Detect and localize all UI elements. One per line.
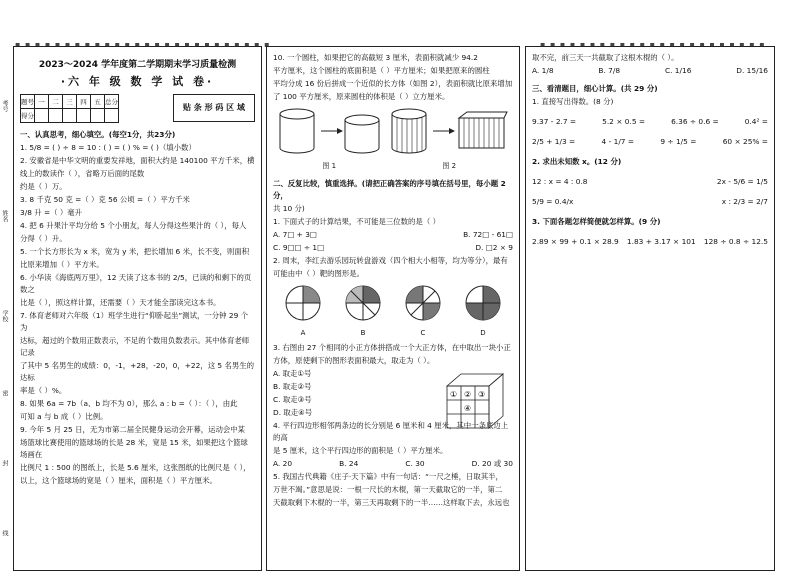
cube-figure [445,372,505,430]
question-line: 3/8 升 =（ ）毫升 [20,208,83,217]
exam-subtitle: ·六 年 级 数 学 试 卷· [60,75,215,88]
score-header-cell: 总分 [105,95,119,109]
question-line: 比例尺 1 : 500 的图纸上，长是 5.6 厘米，这张图纸的比例尺是（ ）， [20,463,251,472]
question-line: 比是（ ），照这样计算，还需要（ ）天才能全部读完这本书。 [20,298,221,307]
question-line: C. 取走③号 [273,395,312,404]
spinner-c [403,283,443,339]
score-header-cell: 三 [63,95,77,109]
score-cell [77,109,91,123]
question-line: 10. 一个圆柱，如果把它的高截短 3 厘米，表面积就减少 94.2 [273,53,478,62]
option: A. 1/8 [532,66,554,75]
question-line: 了 100 平方厘米，原来圆柱的体积是（ ）立方厘米。 [273,92,450,101]
calc-item: 2/5 + 1/3 = [532,137,576,146]
spinner-label: C [420,329,426,337]
answer-options [273,458,513,470]
answer-options [273,242,513,254]
question-line: 2. 安徽省是中华文明的重要发祥地，面积大约是 140100 平方千米，横 [20,156,255,165]
section-heading: 2. 求出未知数 x。(12 分) [532,157,622,166]
col3-questions [532,52,768,248]
question-line: 5. 一个长方形长为 x 米，宽为 y 米，把长增加 6 米，长不变，则面积 [20,247,250,256]
sidebar-label: 线 [1,530,8,536]
question-line: 8. 如果 6a = 7b（a、b 均不为 0），那么 a : b =（ ）：（ ），由此 [20,399,238,408]
cylinder-figures [273,106,513,172]
option: D. 20 或 30 [471,459,513,468]
calc-item: x : 2/3 = 2/7 [721,197,768,206]
question-line: 分得（ ）升。 [20,234,67,243]
calc-row [532,176,768,188]
option: D. 15/16 [736,66,768,75]
column-1 [13,46,262,571]
spinner-label: A [300,329,306,337]
calc-item: 128 ÷ 0.8 ÷ 12.5 [703,237,768,246]
section-heading: 3. 下面各题怎样简便就怎样算。(9 分) [532,217,661,226]
question-line: 3. 8 千克 50 克 =（ ）克 56 公顷 =（ ）平方千米 [20,195,190,204]
question-line: 可能由中（ ）靶的图形是。 [273,269,365,278]
calc-row [532,196,768,208]
sidebar-label: 学校 [1,310,8,322]
spinner-label: D [480,329,486,337]
score-table [20,94,119,123]
calc-item: 60 × 25% = [722,137,768,146]
calc-item: 5/9 = 0.4/x [532,197,574,206]
column-3 [525,46,775,571]
option: B. 24 [339,459,359,468]
score-header-cell: 五 [91,95,105,109]
barcode-area: 贴 条 形 码 区 域 [173,94,255,122]
question-line: 1. 5/8 = ( ) ÷ 8 = 10 : ( ) = ( ) % = ( )（填小数） [20,143,196,152]
calc-item: 2.89 × 99 + 0.1 × 28.9 [532,237,619,246]
question-line: D. 取走④号 [273,408,313,417]
calc-item: 2x - 5/6 = 1/5 [716,177,768,186]
spinner-figures [273,283,513,339]
question-line: 方体，原使剩下的图形表面积最大，取走为（ ）。 [273,356,435,365]
svg-text:④: ④ [464,404,472,413]
question-line: 约是（ ）万。 [20,182,67,191]
question-line: 2. 周末，李红去游乐园玩转盘游戏（四个相大小相等，均为等分），最有 [273,256,508,265]
question-line: 比原来增加（ ）平方米。 [20,260,104,269]
score-header-cell: 题号 [21,95,35,109]
col2-section2 [273,178,513,280]
question-line: 万世不竭。”意思是说：一根一尺长的木棍，第一天截取它的一半，第二 [273,485,503,494]
col1-questions [20,129,255,487]
calc-item: 4 - 1/7 = [601,137,635,146]
column-2 [266,46,520,571]
question-line: 3. 右图由 27 个相同的小正方体拼搭成一个大正方体，在中取出一块小正 [273,343,511,352]
option: C. 30 [405,459,425,468]
seal-dots: ▪ ▪ ▪ ▪ ▪ ▪ ▪ ▪ ▪ ▪ ▪ ▪ ▪ ▪ ▪ ▪ ▪ ▪ ▪ ▪ ▪ ▪ ▪ ▪ ▪ ▪ [15,40,271,49]
spinner-a [283,283,323,339]
question-line: 可知 a 与 b 成（ ）比例。 [20,412,108,421]
calc-item: 5.2 × 0.5 = [602,117,646,126]
sidebar-label: 封 [1,460,8,466]
sidebar-label: 密 [1,390,8,396]
option: C. 9□□ ÷ 1□ [273,243,325,252]
score-header-cell: 四 [77,95,91,109]
question-line: 5. 我国古代典籍《庄子·天下篇》中有一句话：“一尺之棰，日取其半， [273,472,503,481]
sidebar-label: 考号 [1,100,8,112]
question-line: 以上，这个篮球场的宽是（ ）厘米，面积是（ ）平方厘米。 [20,476,217,485]
figure-1-caption: 图 1 [322,162,337,170]
sidebar-label: 姓名 [1,210,8,222]
spinner-d [463,283,503,339]
calc-item: 9.37 - 2.7 = [532,117,577,126]
spinner-label: B [360,329,366,337]
score-cell [63,109,77,123]
score-cell [49,109,63,123]
option: B. 7/8 [598,66,621,75]
option: B. 72□ - 61□ [463,230,513,239]
question-line: 平均分成 16 份后拼成一个近似的长方体（如图 2），表面积就比原来增加 [273,79,513,88]
question-line: 天截取剩下木棍的一半，第三天再取剩下的一半……这样取下去，永远也 [273,498,510,507]
section-heading: 一、认真思考，细心填空。(每空1分，共23分) [20,130,176,139]
svg-text:①: ① [450,390,458,399]
question-line: 1. 下面式子的计算结果，不可能是三位数的是（ ） [273,217,440,226]
section-heading: 二、反复比较，慎重选择。(请把正确答案的序号填在括号里，每小题 2 分， [273,179,506,200]
calc-item: 9 ÷ 1/5 = [660,137,697,146]
option: A. 20 [273,459,293,468]
option: A. 7□ + 3□ [273,230,317,239]
question-line: A. 取走①号 [273,369,312,378]
calc-item: 6.36 ÷ 0.6 = [671,117,719,126]
score-cell [91,109,105,123]
question-line: 共 10 分) [273,204,305,213]
svg-text:②: ② [464,390,472,399]
question-line: 了其中 5 名男生的成绩：0，-1，+28，-20，0，+22，这 5 名男生的达标 [20,361,255,382]
question-line: 4. 平行四边形相邻两条边的长分别是 6 厘米和 4 厘米，其中一条底边上的高 [273,421,509,442]
seal-dots: ▪ ▪ ▪ ▪ ▪ ▪ ▪ ▪ ▪ ▪ ▪ ▪ ▪ ▪ ▪ ▪ ▪ ▪ ▪ ▪ ▪ ▪ ▪ [540,40,766,49]
calc-item: 12 : x = 4 : 0.8 [532,177,588,186]
calc-item: 1.83 + 3.17 × 101 [626,237,696,246]
question-line: 率是（ ）%。 [20,386,67,395]
question-line: B. 取走②号 [273,382,312,391]
question-line: 1. 直接写出得数。(8 分) [532,97,614,106]
svg-text:③: ③ [478,390,486,399]
question-line: 4. 把 6 升果汁平均分给 5 个小朋友，每人分得这些果汁的（ ），每人 [20,221,247,230]
question-line: 场篮球比赛使用的篮球场的长是 28 米，宽是 15 米，如果把这个篮球场画在 [20,438,248,459]
figure-2-caption: 图 2 [442,162,457,170]
answer-options [532,65,768,77]
cube-question [273,342,513,509]
exam-title: 2023～2024 学年度第二学期期末学习质量检测 [38,60,237,70]
calc-row [532,236,768,248]
question-line: 是 5 厘米，这个平行四边形的面积是（ ）平方厘米。 [273,446,448,455]
question-line: 6. 小华读《海底两万里》，12 天读了这本书的 2/5，已读的和剩下的页数之 [20,273,252,294]
question-line: 平方厘米，这个圆柱的底面积是（ ）平方厘米；如果把原来的圆柱 [273,66,490,75]
binding-sidebar [0,60,12,560]
figure-2 [389,106,509,172]
col2-top [273,52,513,103]
calc-item: 0.4² = [744,117,768,126]
option: D. □2 × 9 [475,243,513,252]
spinner-b [343,283,383,339]
question-line: 9. 今年 5 月 25 日，无为市第二届全民健身运动会开幕，运动会中某 [20,425,246,434]
score-cell [105,109,119,123]
question-line: 7. 体育老师对六年级（1）班学生进行“仰卧起坐”测试，一分钟 29 个为 [20,311,249,332]
score-cell [35,109,49,123]
score-header-cell: 一 [35,95,49,109]
figure-1 [277,106,382,172]
option: C. 1/16 [664,66,692,75]
calc-row [532,116,768,128]
question-line: 取不完，前三天一共截取了这根木棍的（ ）。 [532,53,679,62]
section-heading: 三、看清题目，细心计算。(共 29 分) [532,84,658,93]
score-header-cell: 二 [49,95,63,109]
question-line: 达标，超过的个数用正数表示，不足的个数用负数表示。其中体育老师记录 [20,336,250,357]
score-cell: 得分 [21,109,35,123]
question-line: 线上的数读作（ ），省略万后面的尾数 [20,169,145,178]
answer-options [273,229,513,241]
calc-row [532,136,768,148]
